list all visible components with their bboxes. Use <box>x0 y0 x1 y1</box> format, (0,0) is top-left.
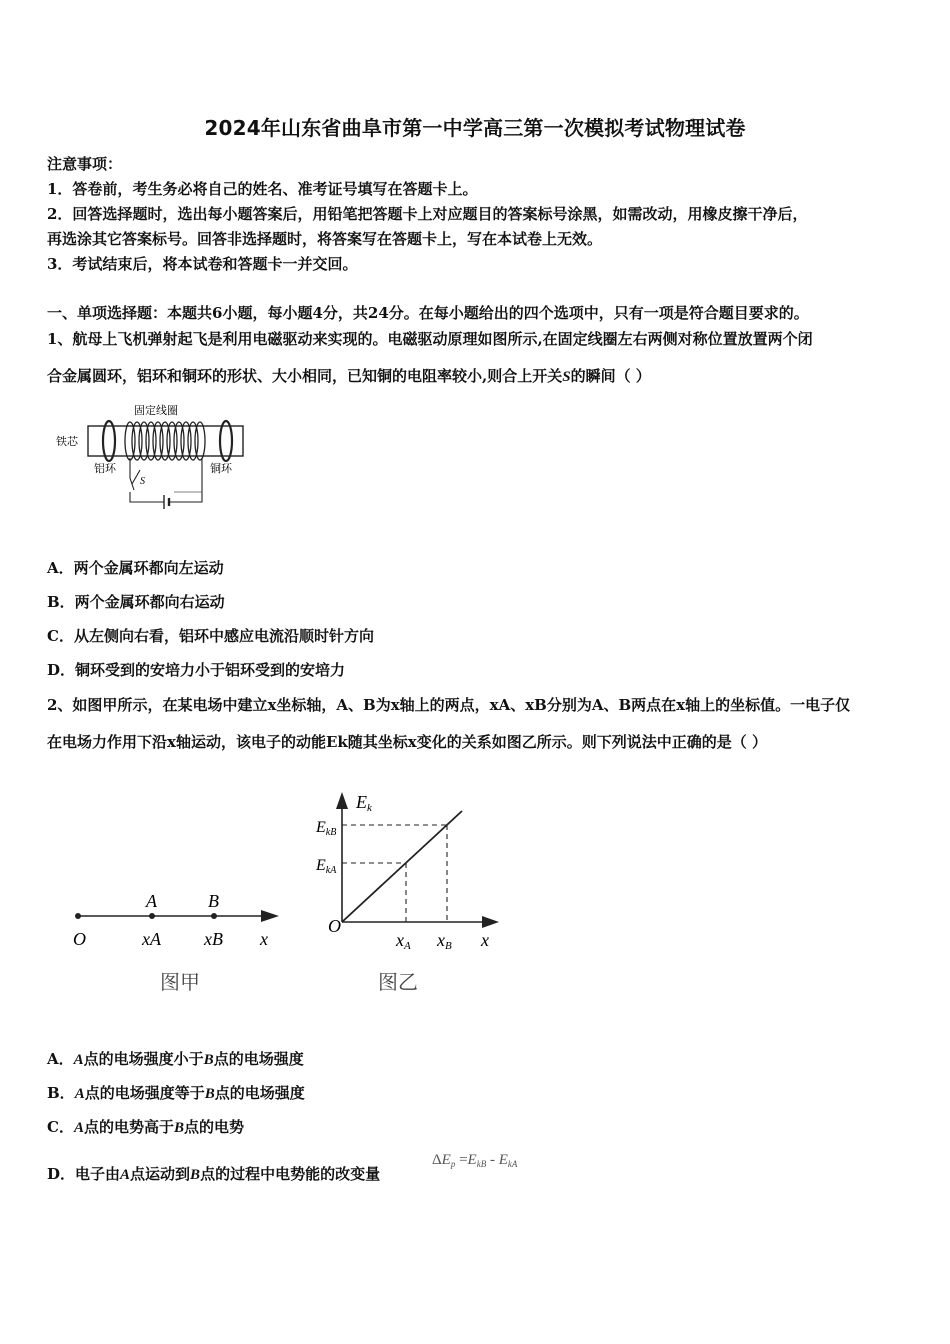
notice-heading: 注意事项： <box>47 155 123 173</box>
point-b <box>211 913 217 919</box>
ek-line <box>342 811 462 922</box>
label-x: x <box>260 929 268 949</box>
q2-figure-jia <box>66 885 286 1000</box>
label-xa: xA <box>142 929 161 949</box>
q1-option-a: A．两个金属环都向左运动 <box>47 559 224 577</box>
label-aluminum-ring: 铝环 <box>94 463 116 475</box>
label-o: O <box>328 916 341 936</box>
aluminum-ring <box>103 421 115 461</box>
notice-item-3: 3．考试结束后，将本试卷和答题卡一并交回。 <box>47 255 358 273</box>
label-ekb: EkB <box>316 819 337 838</box>
copper-ring <box>220 421 232 461</box>
label-b: B <box>208 891 219 911</box>
notice-item-2-line-2: 再选涂其它答案标号。回答非选择题时，将答案写在答题卡上，写在本试卷上无效。 <box>47 230 603 248</box>
q2-option-d: D．电子由A点运动到B点的过程中电势能的改变量 <box>47 1165 381 1183</box>
label-ek: Ek <box>356 792 372 814</box>
q1-option-d: D．铜环受到的安培力小于铝环受到的安培力 <box>47 661 346 679</box>
label-xa: xA <box>396 930 411 952</box>
x-axis-arrow <box>261 910 279 922</box>
q1-option-b: B．两个金属环都向右运动 <box>47 593 225 611</box>
point-a <box>149 913 155 919</box>
label-a: A <box>146 891 157 911</box>
caption-yi: 图乙 <box>378 970 418 994</box>
q2-figure-yi <box>312 782 512 1000</box>
q2-option-c: C．A点的电势高于B点的电势 <box>47 1118 245 1136</box>
label-xb: xB <box>204 929 223 949</box>
page-title: 2024年山东省曲阜市第一中学高三第一次模拟考试物理试卷 <box>204 116 746 140</box>
q2-stem-line-2: 在电场力作用下沿x轴运动，该电子的动能Ek随其坐标x变化的关系如图乙所示。则下列说法中正确的是（ ） <box>47 733 767 751</box>
notice-item-2-line-1: 2．回答选择题时，选出每小题答案后，用铅笔把答题卡上对应题目的答案标号涂黑，如需改动，用橡皮擦干净后， <box>47 205 808 223</box>
switch-blade <box>132 470 140 484</box>
label-fixed-coil: 固定线圈 <box>134 405 178 417</box>
q2-option-b: B．A点的电场强度等于B点的电场强度 <box>47 1084 305 1102</box>
q2-stem-line-1: 2、如图甲所示，在某电场中建立x坐标轴，A、B为x轴上的两点，xA、xB分别为A、B两点在x轴上的坐标值。一电子仅 <box>47 696 851 714</box>
wire-left <box>130 458 134 490</box>
label-x: x <box>481 930 489 950</box>
section-1-header: 一、单项选择题：本题共6小题，每小题4分，共24分。在每小题给出的四个选项中，只有一项是符合题目要求的。 <box>47 304 809 322</box>
y-axis-arrow <box>336 792 348 809</box>
q2-option-a: A．A点的电场强度小于B点的电场强度 <box>47 1050 304 1068</box>
x-axis-arrow <box>482 916 499 928</box>
q1-figure-coil <box>52 400 252 515</box>
label-copper-ring: 铜环 <box>210 463 232 475</box>
wire-right <box>169 458 202 502</box>
caption-jia: 图甲 <box>160 970 200 994</box>
q1-stem-line-1: 1、航母上飞机弹射起飞是利用电磁驱动来实现的。电磁驱动原理如图所示,在固定线圈左右两侧对称位置放置两个闭 <box>47 330 813 348</box>
notice-item-1: 1．答卷前，考生务必将自己的姓名、准考证号填写在答题卡上。 <box>47 180 478 198</box>
q2-option-d-formula: $\Delta E_p =E_{kB} - E_{kA}$ <box>432 1152 518 1169</box>
label-iron-core: 铁芯 <box>56 436 78 448</box>
point-o <box>75 913 81 919</box>
q1-stem-line-2: 合金属圆环，铝环和铜环的形状、大小相同，已知铜的电阻率较小,则合上开关S的瞬间（ ） <box>47 367 651 385</box>
label-switch: S <box>140 476 145 487</box>
label-o: O <box>73 929 86 949</box>
label-eka: EkA <box>316 857 337 876</box>
coil-turns <box>125 422 205 460</box>
label-xb: xB <box>437 930 452 952</box>
q1-option-c: C．从左侧向右看，铝环中感应电流沿顺时针方向 <box>47 627 374 645</box>
